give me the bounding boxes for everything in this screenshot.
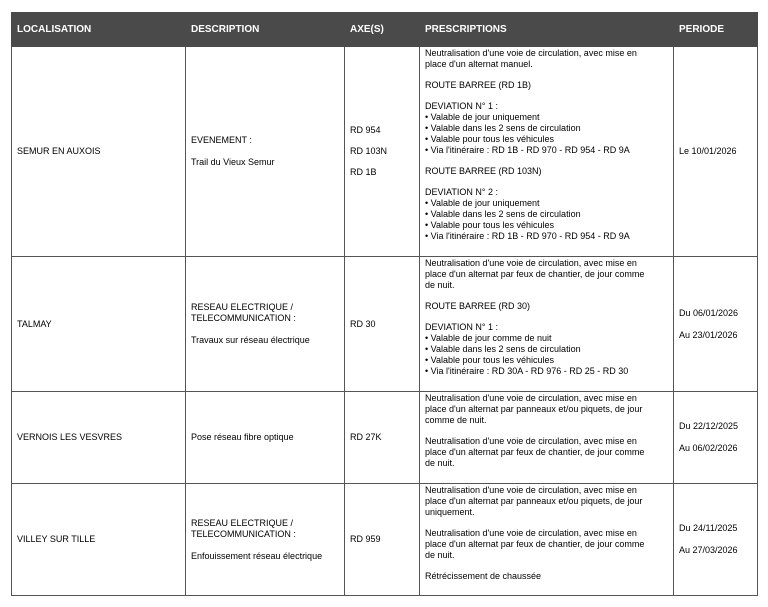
prescription-line: • Valable pour tous les véhicules [425,220,555,230]
prescription-block [425,48,668,70]
prescription-line: place d'un alternat par feux de chantier, de jour comme [425,269,645,279]
cell-prescriptions [420,392,674,484]
header-periode: PERIODE [674,13,758,47]
prescription-line: Neutralisation d'une voie de circulation, avec mise en [425,528,637,538]
table-row [12,47,758,257]
cell-localisation: SEMUR EN AUXOIS [12,47,186,257]
roadworks-table [11,12,758,596]
prescription-line: • Valable pour tous les véhicules [425,355,555,365]
prescription-block [425,301,668,312]
prescription-block [425,187,668,242]
description-text: Enfouissement réseau électrique [191,550,323,561]
axis-value: RD 103N [350,146,388,156]
axis-value: RD 27K [350,432,382,442]
description-text: Trail du Vieux Semur [191,157,275,167]
period-date: Au 06/02/2026 [679,443,738,453]
cell-localisation: VERNOIS LES VESVRES [12,392,186,484]
prescription-line: Neutralisation d'une voie de circulation, avec mise en [425,258,637,268]
prescription-line: DEVIATION N° 2 : [425,187,498,197]
prescription-line: Neutralisation d'une voie de circulation, avec mise en [425,48,637,58]
axis-value: RD 959 [350,534,381,544]
period-date: Du 22/12/2025 [679,421,739,431]
prescription-line: • Valable dans les 2 sens de circulation [425,123,581,133]
axis-value: RD 30 [350,318,376,329]
prescription-line: • Valable dans les 2 sens de circulation [425,344,581,354]
prescription-line: de nuit. [425,280,455,290]
prescription-line: • Valable de jour uniquement [425,198,540,208]
header-axes: AXE(S) [345,13,420,47]
prescription-line: DEVIATION N° 1 : [425,101,498,111]
prescription-block [425,322,668,377]
prescription-line: • Via l'itinéraire : RD 1B - RD 970 - RD 954 - RD 9A [425,145,630,155]
period-date: Du 06/01/2026 [679,307,739,318]
prescription-line: de nuit. [425,550,455,560]
description-text: Travaux sur réseau électrique [191,335,310,345]
prescription-block [425,101,668,156]
cell-localisation: VILLEY SUR TILLE [12,484,186,596]
header-description: DESCRIPTION [186,13,345,47]
cell-periode [674,392,758,484]
description-text: Pose réseau fibre optique [191,432,294,442]
prescription-block [425,258,668,291]
cell-periode [674,47,758,257]
description-category: EVENEMENT : [191,135,252,145]
prescription-block [425,80,668,91]
prescription-line: ROUTE BARREE (RD 103N) [425,166,542,176]
cell-axes [345,47,420,257]
cell-axes [345,257,420,392]
prescription-line: DEVIATION N° 1 : [425,322,498,332]
prescription-line: • Valable de jour uniquement [425,112,540,122]
period-date: Le 10/01/2026 [679,146,737,156]
prescription-line: • Valable de jour comme de nuit [425,333,552,343]
cell-axes [345,484,420,596]
prescription-line: de nuit. [425,458,455,468]
prescription-line: comme de nuit. [425,415,487,425]
cell-periode [674,257,758,392]
axis-value: RD 1B [350,167,377,177]
prescription-line: • Valable dans les 2 sens de circulation [425,209,581,219]
prescription-block [425,393,668,426]
prescription-line: uniquement. [425,507,475,517]
prescription-block [425,571,668,582]
table-row [12,484,758,596]
table-row [12,392,758,484]
cell-description [186,484,345,596]
table-row [12,257,758,392]
prescription-block [425,166,668,177]
cell-axes [345,392,420,484]
prescription-block [425,528,668,561]
prescription-line: ROUTE BARREE (RD 1B) [425,80,532,90]
description-category: RESEAU ELECTRIQUE / TELECOMMUNICATION : [191,517,296,539]
cell-description [186,257,345,392]
prescription-line: ROUTE BARREE (RD 30) [425,301,531,311]
prescription-line: place d'un alternat par feux de chantier, de jour comme [425,447,645,457]
cell-prescriptions [420,47,674,257]
prescription-line: place d'un alternat par feux de chantier, de jour comme [425,539,645,549]
prescription-line: Neutralisation d'une voie de circulation, avec mise en [425,436,637,446]
prescription-line: Neutralisation d'une voie de circulation, avec mise en [425,393,637,403]
prescription-line: Neutralisation d'une voie de circulation, avec mise en [425,485,637,495]
header-prescriptions: PRESCRIPTIONS [420,13,674,47]
prescription-line: place d'un alternat par panneaux et/ou piquets, de jour [425,404,643,414]
prescription-line: place d'un alternat manuel. [425,59,533,69]
header-row [12,13,758,47]
period-date: Du 24/11/2025 [679,523,738,533]
cell-description [186,47,345,257]
prescription-line: place d'un alternat par panneaux et/ou piquets, de jour [425,496,643,506]
prescription-block [425,485,668,518]
prescription-line: Rétrécissement de chaussée [425,571,542,581]
cell-periode [674,484,758,596]
description-category: RESEAU ELECTRIQUE / TELECOMMUNICATION : [191,302,296,323]
header-localisation: LOCALISATION [12,13,186,47]
cell-prescriptions [420,484,674,596]
cell-prescriptions [420,257,674,392]
cell-localisation: TALMAY [12,257,186,392]
prescription-line: • Valable pour tous les véhicules [425,134,555,144]
axis-value: RD 954 [350,125,381,135]
period-date: Au 27/03/2026 [679,545,738,555]
prescription-block [425,436,668,469]
period-date: Au 23/01/2026 [679,329,738,340]
cell-description [186,392,345,484]
prescription-line: • Via l'itinéraire : RD 30A - RD 976 - RD 25 - RD 30 [425,366,629,376]
prescription-line: • Via l'itinéraire : RD 1B - RD 970 - RD 954 - RD 9A [425,231,630,241]
